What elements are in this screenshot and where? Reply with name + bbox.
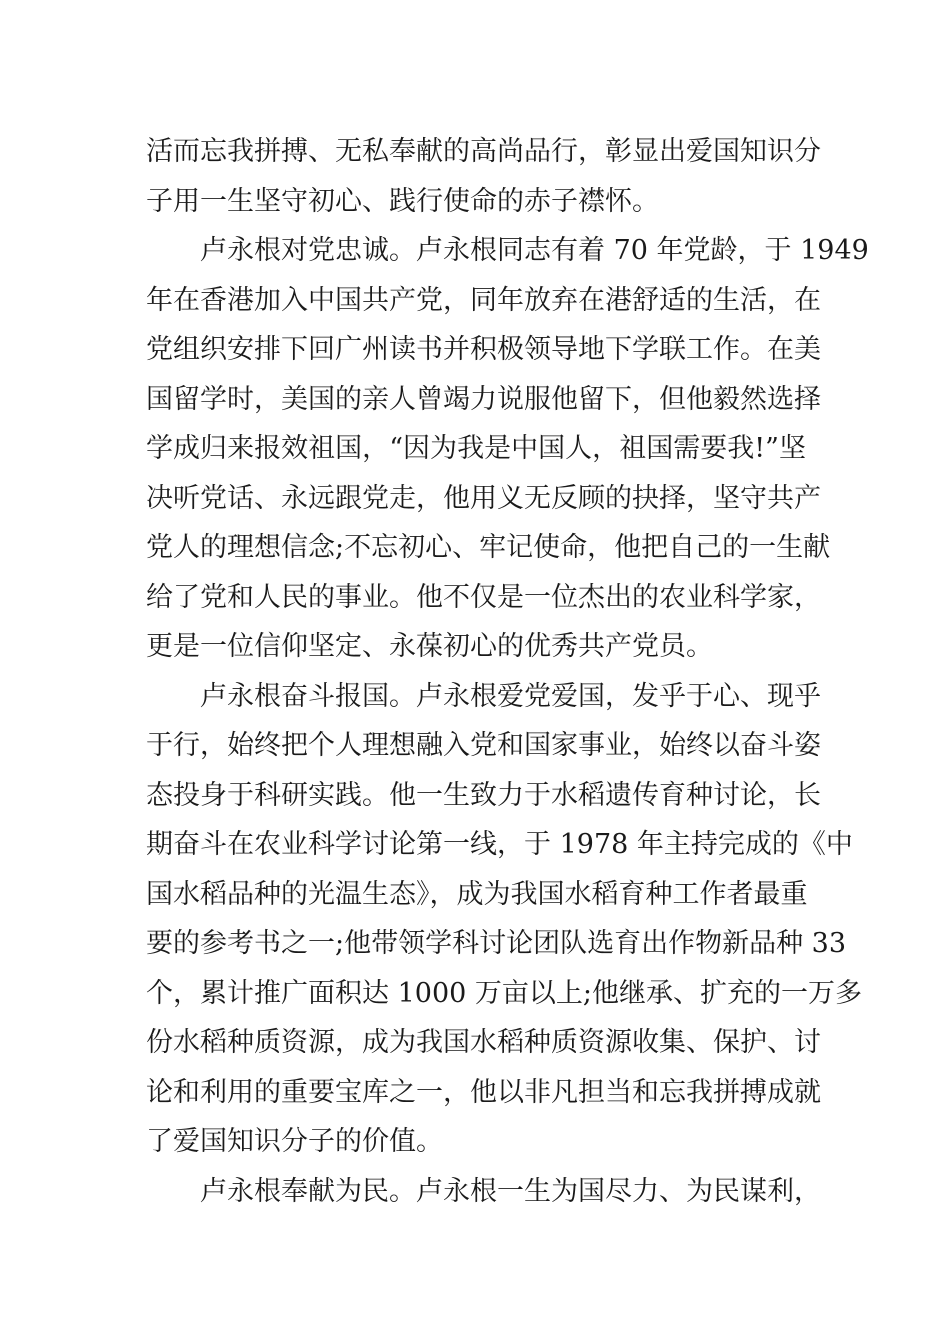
body-text (146, 127, 869, 1216)
text-line: 份水稻种质资源，成为我国水稻种质资源收集、保护、讨 (146, 1027, 821, 1058)
text-line: 要的参考书之一;他带领学科讨论团队选育出作物新品种 33 (146, 928, 847, 959)
text-line: 国水稻品种的光温生态》，成为我国水稻育种工作者最重 (146, 878, 808, 910)
text-line: 论和利用的重要宝库之一，他以非凡担当和忘我拼搏成就 (146, 1076, 821, 1108)
text-line: 子用一生坚守初心、践行使命的赤子襟怀。 (146, 185, 659, 217)
text-line: 态投身于科研实践。他一生致力于水稻遗传育种讨论，长 (146, 779, 821, 811)
text-line: 年在香港加入中国共产党，同年放弃在港舒适的生活，在 (146, 284, 821, 316)
text-line: 党人的理想信念;不忘初心、牢记使命，他把自己的一生献 (146, 532, 831, 563)
text-line: 给了党和人民的事业。他不仅是一位杰出的农业科学家， (146, 581, 821, 613)
text-line: 决听党话、永远跟党走，他用义无反顾的抉择，坚守共产 (146, 482, 821, 514)
text-line: 卢永根奉献为民。卢永根一生为国尽力、为民谋利， (200, 1175, 821, 1207)
text-line: 于行，始终把个人理想融入党和国家事业，始终以奋斗姿 (146, 730, 821, 761)
text-line: 更是一位信仰坚定、永葆初心的优秀共产党员。 (146, 631, 713, 662)
text-line: 期奋斗在农业科学讨论第一线，于 1978 年主持完成的《中 (146, 829, 853, 860)
text-line: 卢永根奋斗报国。卢永根爱党爱国，发乎于心、现乎 (200, 680, 821, 712)
text-line: 活而忘我拼搏、无私奉献的高尚品行，彰显出爱国知识分 (146, 136, 821, 167)
text-line: 国留学时，美国的亲人曾竭力说服他留下，但他毅然选择 (146, 383, 821, 415)
text-line: 学成归来报效祖国，“因为我是中国人，祖国需要我!”坚 (146, 433, 806, 464)
text-line: 个，累计推广面积达 1000 万亩以上;他继承、扩充的一万多 (146, 977, 862, 1009)
text-line: 卢永根对党忠诚。卢永根同志有着 70 年党龄，于 1949 (200, 235, 869, 266)
text-line: 党组织安排下回广州读书并积极领导地下学联工作。在美 (146, 334, 821, 365)
text-line: 了爱国知识分子的价值。 (146, 1126, 443, 1157)
